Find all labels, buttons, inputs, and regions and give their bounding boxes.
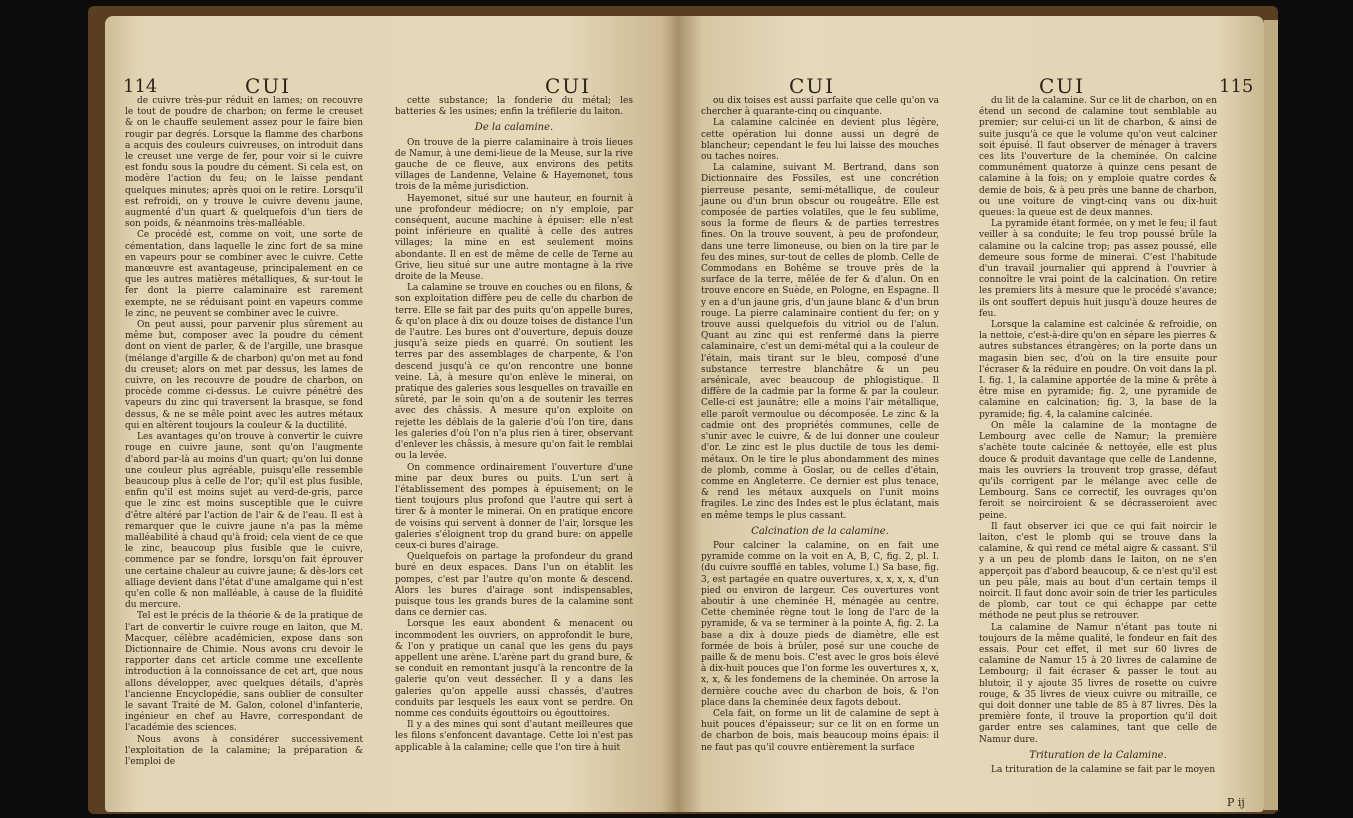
paragraph: La pyramide étant formée, on y met le feu; il faut veiller à sa conduite; le feu trop poussé brûle la calamine ou la calcine trop; pas assez poussé, elle demeure sous forme de minerai. C'est l'habitude d'un travail journalier qui apprend à l'ouvrier à connoître le vrai point de la calcination. On retire les premiers lits à mesure que le procédé s'avance; ils ont souffert depuis huit jusqu'à douze heures de feu. — [979, 219, 1217, 319]
paragraph: La trituration de la calamine se fait par le moyen — [991, 764, 1216, 775]
left-running-head-2: CUI — [545, 74, 592, 98]
paragraph: On commence ordinairement l'ouverture d'une mine par deux bures ou puits. L'un sert à l'établissement des pompes à épuisement; on le tient toujours plus profond que l'autre qui sert à tirer & à monter le minerai. On en pratique encore de voisins qui servent à donner de l'air, lorsque les galeries s'éloignent trop du grand bure: on appelle ceux-ci bures d'airage. — [395, 462, 633, 551]
paragraph: Nous avons à considérer successivement l'exploitation de la calamine; la préparation & l'emploi de — [125, 734, 363, 767]
paragraph: Il y a des mines qui sont d'autant meilleures que les filons s'enfoncent davantage. Cette loi n'est pas applicable à la calamine; celle que l'on tire à huit — [395, 720, 633, 753]
paragraph: On trouve de la pierre calaminaire à trois lieues de Namur, à une demi-lieue de la Meuse, sur la rive gauche de ce fleuve, aux environs des petits villages de Landenne, Velaine & Hayemonet, tous trois de la même jurisdiction. — [395, 137, 633, 193]
paragraph: de cuivre très-pur réduit en lames; on recouvre le tout de poudre de charbon; on ferme le creuset & on le chauffe seulement assez pour le faire bien rougir par degrés. Lorsque la flamme des charbons a acquis des couleurs cuivreuses, on introduit dans le creuset une verge de fer, pour voir si le cuivre est fondu sous la poudre du cément. Si cela est, on modère l'action du feu; on le laisse pendant quelques minutes; après quoi on le retire. Lorsqu'il est refroidi, on y trouve le cuivre devenu jaune, augmenté d'un quart & quelquefois d'un tiers de son poids, & néanmoins très-malléable. — [125, 96, 363, 230]
paragraph: Les avantages qu'on trouve à convertir le cuivre rouge en cuivre jaune, sont qu'on l'augmente d'abord par-là au moins d'un quart; qu'on lui donne une couleur plus agréable, puisqu'elle ressemble beaucoup plus à celle de l'or; qu'il est plus fusible, enfin qu'il est moins sujet au verd-de-gris, parce que le zinc est moins susceptible que le cuivre d'être altéré par l'action de l'air & de l'eau. Il est à remarquer que le cuivre jaune n'a pas la même malléabilité à chaud qu'à froid; cela vient de ce que le zinc, beaucoup plus fusible que le cuivre, commence par se fondre, lorsqu'on fait éprouver une certaine chaleur au cuivre jaune; & dès-lors cet alliage devient dans l'état d'une amalgame qui n'est qu'en colle & non malléable, à cause de la fluidité du mercure. — [125, 432, 363, 611]
left-column-2 — [395, 96, 633, 754]
left-running-head-1: CUI — [245, 74, 292, 98]
paragraph: Hayemonet, situé sur une hauteur, en fournit à une profondeur médiocre; on n'y emploie, par conséquent, aucune machine à épuiser: elle n'est point inférieure en qualité à celle des autres villages; la mine en est seulement moins abondante. Il en est de même de celle de Terne au Grive, lieu situé sur une autre montagne à la rive droite de la Meuse. — [395, 193, 633, 283]
paragraph: Ce procédé est, comme on voit, une sorte de cémentation, dans laquelle le zinc fort de sa mine en vapeurs pour se combiner avec le cuivre. Cette manœuvre est avantageuse, principalement en ce que les autres matières métalliques, & sur-tout le fer dont la pierre calaminaire est rarement exempte, ne se réduisant point en vapeurs comme le zinc, ne peuvent se combiner avec le cuivre. — [125, 230, 363, 319]
paragraph: Tel est le précis de la théorie & de la pratique de l'art de convertir le cuivre rouge en laiton, que M. Macquer, célèbre académicien, expose dans son Dictionnaire de Chimie. Nous avons cru devoir le rapporter dans cet article comme une excellente introduction à la connoissance de cet art, que nous allons développer, avec quelques détails, d'après l'ancienne Encyclopédie, sans oublier de consulter le savant Traité de M. Galon, colonel d'infanterie, ingénieur en chef au Havre, correspondant de l'académie des sciences. — [125, 611, 363, 734]
paragraph: La calamine calcinée en devient plus légère, cette opération lui donne aussi un degré de blancheur; cependant le feu lui laisse des mouches ou taches noires. — [701, 118, 939, 163]
page-edges — [1264, 20, 1278, 810]
left-page-number: 114 — [123, 76, 158, 97]
paragraph: Lorsque la calamine est calcinée & refroidie, on la nettoie, c'est-à-dire qu'on en sépare les pierres & autres substances étrangères; on la porte dans un magasin bien sec, d'où on la tire ensuite pour l'écraser & la réduire en poudre. On voit dans la pl. I. fig. 1, la calamine apportée de la mine & prête à être mise en pyramide; fig. 2, une pyramide de calamine en calcination; fig. 3, la base de la pyramide; fig. 4, la calamine calcinée. — [979, 320, 1217, 420]
section-heading: Calcination de la calamine. — [751, 525, 889, 537]
right-column-1 — [701, 96, 939, 754]
paragraph: Lorsque les eaux abondent & menacent ou incommodent les ouvriers, on approfondit le bure, & l'on y pratique un canal que les gens du pays appellent une arène. L'arène part du grand bure, & se conduit en remontant jusqu'à la rencontre de la galerie qu'on veut dessécher. Il y a dans les galeries qu'on appelle aussi chassés, d'autres conduits par lesquels les eaux vont se perdre. On nomme ces conduits égouttoirs ou égouttoires. — [395, 619, 633, 719]
signature-mark: P ij — [1227, 796, 1245, 809]
right-page — [679, 16, 1264, 812]
paragraph: du lit de la calamine. Sur ce lit de charbon, on en étend un second de calamine tout semblable au premier; sur celui-ci un lit de charbon, & ainsi de suite jusqu'à ce que le volume qu'on veut calciner soit épuisé. Il faut observer de ménager à travers ces lits l'ouverture de la cheminée. On calcine communément quatorze à quinze cens pesant de calamine à la fois; on y emploie quatre cordes & demie de bois, & à peu près une banne de charbon, ou une voiture de vingt-cinq vans ou dix-huit queues: la queue est de deux mannes. — [979, 96, 1217, 219]
paragraph: La calamine de Namur n'étant pas toute ni toujours de la même qualité, le fondeur en fait des essais. Pour cet effet, il met sur 60 livres de calamine de Namur 15 à 20 livres de calamine de Lembourg; il fait écraser & passer le tout au blutoir, il y ajoute 35 livres de rosette ou cuivre rouge, & 35 livres de vieux cuivre ou mitraille, ce qui doit donner une table de 85 à 87 livres. Dès la première fonte, il trouve la proportion qu'il doit garder entre ses calamines, tant que celle de Namur dure. — [979, 622, 1217, 745]
right-page-number: 115 — [1219, 76, 1254, 97]
paragraph: La calamine, suivant M. Bertrand, dans son Dictionnaire des Fossiles, est une concrétion pierreuse pesante, semi-métallique, de couleur jaune ou d'un brun obscur ou rougeâtre. Elle est composée de parties volatiles, que le feu sublime, sous la forme de fleurs & de parties terrestres fines. On la trouve souvent, à peu de profondeur, dans une terre limoneuse, ou bien on la tire par le feu des mines, sur-tout de celles de plomb. Celle de Commodans en Bohême se trouve près de la surface de la terre, mêlée de fer & d'alun. On en trouve encore en Suède, en Pologne, en Espagne. Il y en a d'un jaune gris, d'un jaune blanc & d'un brun rouge. La pierre calaminaire contient du fer; on y trouve aussi quelquefois du vitriol ou de l'alun. Quant au zinc qui est renfermé dans la pierre calaminaire, c'est un demi-métal qui a la couleur de l'étain, mais tirant sur le bleu, composé d'une substance terrestre blanchâtre & un peu arsénicale, avec beaucoup de phlogistique. Il diffère de la cadmie par la forme & par la couleur. Celle-ci est jaunâtre; elle a moins l'air métallique, elle paroît vermoulue ou décomposée. Le zinc & la cadmie ont des propriétés communes, celle de s'unir avec le cuivre, & de lui donner une couleur d'or. Le zinc est le plus ductile de tous les demi-métaux. On le tire le plus abondamment des mines de plomb, comme à Goslar, ou de celles d'étain, comme en Angleterre. Ce dernier est plus tenace, & rend les métaux auxquels on l'unit moins fragiles. Le zinc des Indes est le plus éclatant, mais en même temps le plus cassant. — [701, 163, 939, 521]
paragraph: ou dix toises est aussi parfaite que celle qu'on va chercher à quarante-cinq ou cinquante. — [701, 96, 939, 118]
paragraph: Il faut observer ici que ce qui fait noircir le laiton, c'est le plomb qui se trouve dans la calamine, & qui rend ce métal aigre & cassant. S'il y a un peu de plomb dans le laiton, on ne s'en apperçoit pas d'abord beaucoup, & ce n'est qu'il est un peu pâle, mais au bout d'un certain temps il noircit. Il faut donc avoir soin de trier les particules de plomb, car tout ce qui échappe par cette méthode ne peut plus se retrouver. — [979, 521, 1217, 622]
right-column-2 — [979, 96, 1217, 776]
paragraph: On peut aussi, pour parvenir plus sûrement au même but, composer avec la poudre du cément dont on vient de parler, & de l'argille, une brasque (mélange d'argille & de charbon) qu'on met au fond du creuset; alors on met par dessus, les lames de cuivre, on les recouvre de poudre de charbon, on procède comme ci-dessus. Le cuivre pénétré des vapeurs du zinc qui traversent la brasque, se fond dessus, & ne se mêle point avec les autres métaux qui en altèrent toujours la couleur & la ductilité. — [125, 320, 363, 431]
left-column-1 — [125, 96, 363, 768]
paragraph: La calamine se trouve en couches ou en filons, & son exploitation diffère peu de celle du charbon de terre. Elle se fait par des puits qu'on appelle bures, & qu'on place à dix ou douze toises de distance l'un de l'autre. Les bures ont d'ouverture, depuis douze jusqu'à seize pieds en quarré. On soutient les terres par des assemblages de charpente, & l'on descend jusqu'à ce qu'on rencontre une bonne veine. Là, à mesure qu'on enlève le minerai, on pratique des galeries sous lesquelles on travaille en sûreté, par le soin qu'on a de soutenir les terres avec des châssis. A mesure qu'on exploite on rejette les déblais de la galerie d'où l'on tire, dans les galeries d'où l'on n'a plus rien à tirer, observant d'enlever les châssis, à mesure qu'on fait le remblai ou la levée. — [395, 283, 633, 462]
section-heading: Trituration de la Calamine. — [1029, 749, 1167, 761]
paragraph: On mêle la calamine de la montagne de Lembourg avec celle de Namur; la première s'achète toute calcinée & nettoyée, elle est plus douce & produit davantage que celle de Landenne, mais les ouvriers la trouvent trop grasse, défaut qu'ils corrigent par le mélange avec celle de Lembourg. Sans ce correctif, les ouvrages qu'on feroit se noirciroient & se décrasseroient avec peine. — [979, 420, 1217, 521]
paragraph: Pour calciner la calamine, on en fait une pyramide comme on la voit en A, B, C, fig. 2, pl. I. (du cuivre soufflé en tables, volume I.) Sa base, fig. 3, est partagée en quatre ouvertures, x, x, x, x, d'un pied ou environ de largeur. Ces ouvertures vont aboutir à une cheminée H, ménagée au centre. Cette cheminée règne tout le long de l'arc de la pyramide, & va se terminer à la pointe A, fig. 2. La base a dix à douze pieds de diamètre, elle est formée de bois à brûler, posé sur une couche de paille & de menu bois. C'est avec le gros bois élevé à dix-huit pouces que l'on forme les ouvertures x, x, x, x, & les fondemens de la cheminée. On arrose la dernière couche avec du charbon de bois, & l'on place dans la cheminée deux fagots debout. — [701, 540, 939, 708]
left-page — [105, 16, 679, 812]
right-running-head-1: CUI — [789, 74, 836, 98]
right-running-head-2: CUI — [1039, 74, 1086, 98]
section-heading: De la calamine. — [474, 122, 554, 134]
paragraph: Quelquefois on partage la profondeur du grand buré en deux espaces. Dans l'un on établit les pompes, c'est par l'autre qu'on monte & descend. Alors les bures d'airage sont indispensables, puisque tous les grands bures de la calamine sont dans ce dernier cas. — [395, 552, 633, 619]
paragraph: cette substance; la fonderie du métal; les batteries & les usines; enfin la tréfilerie du laiton. — [395, 96, 633, 118]
paragraph: Cela fait, on forme un lit de calamine de sept à huit pouces d'épaisseur; sur ce lit on en forme un de charbon de bois, mais beaucoup moins épais: il ne faut pas qu'il couvre entièrement la surface — [701, 708, 939, 753]
